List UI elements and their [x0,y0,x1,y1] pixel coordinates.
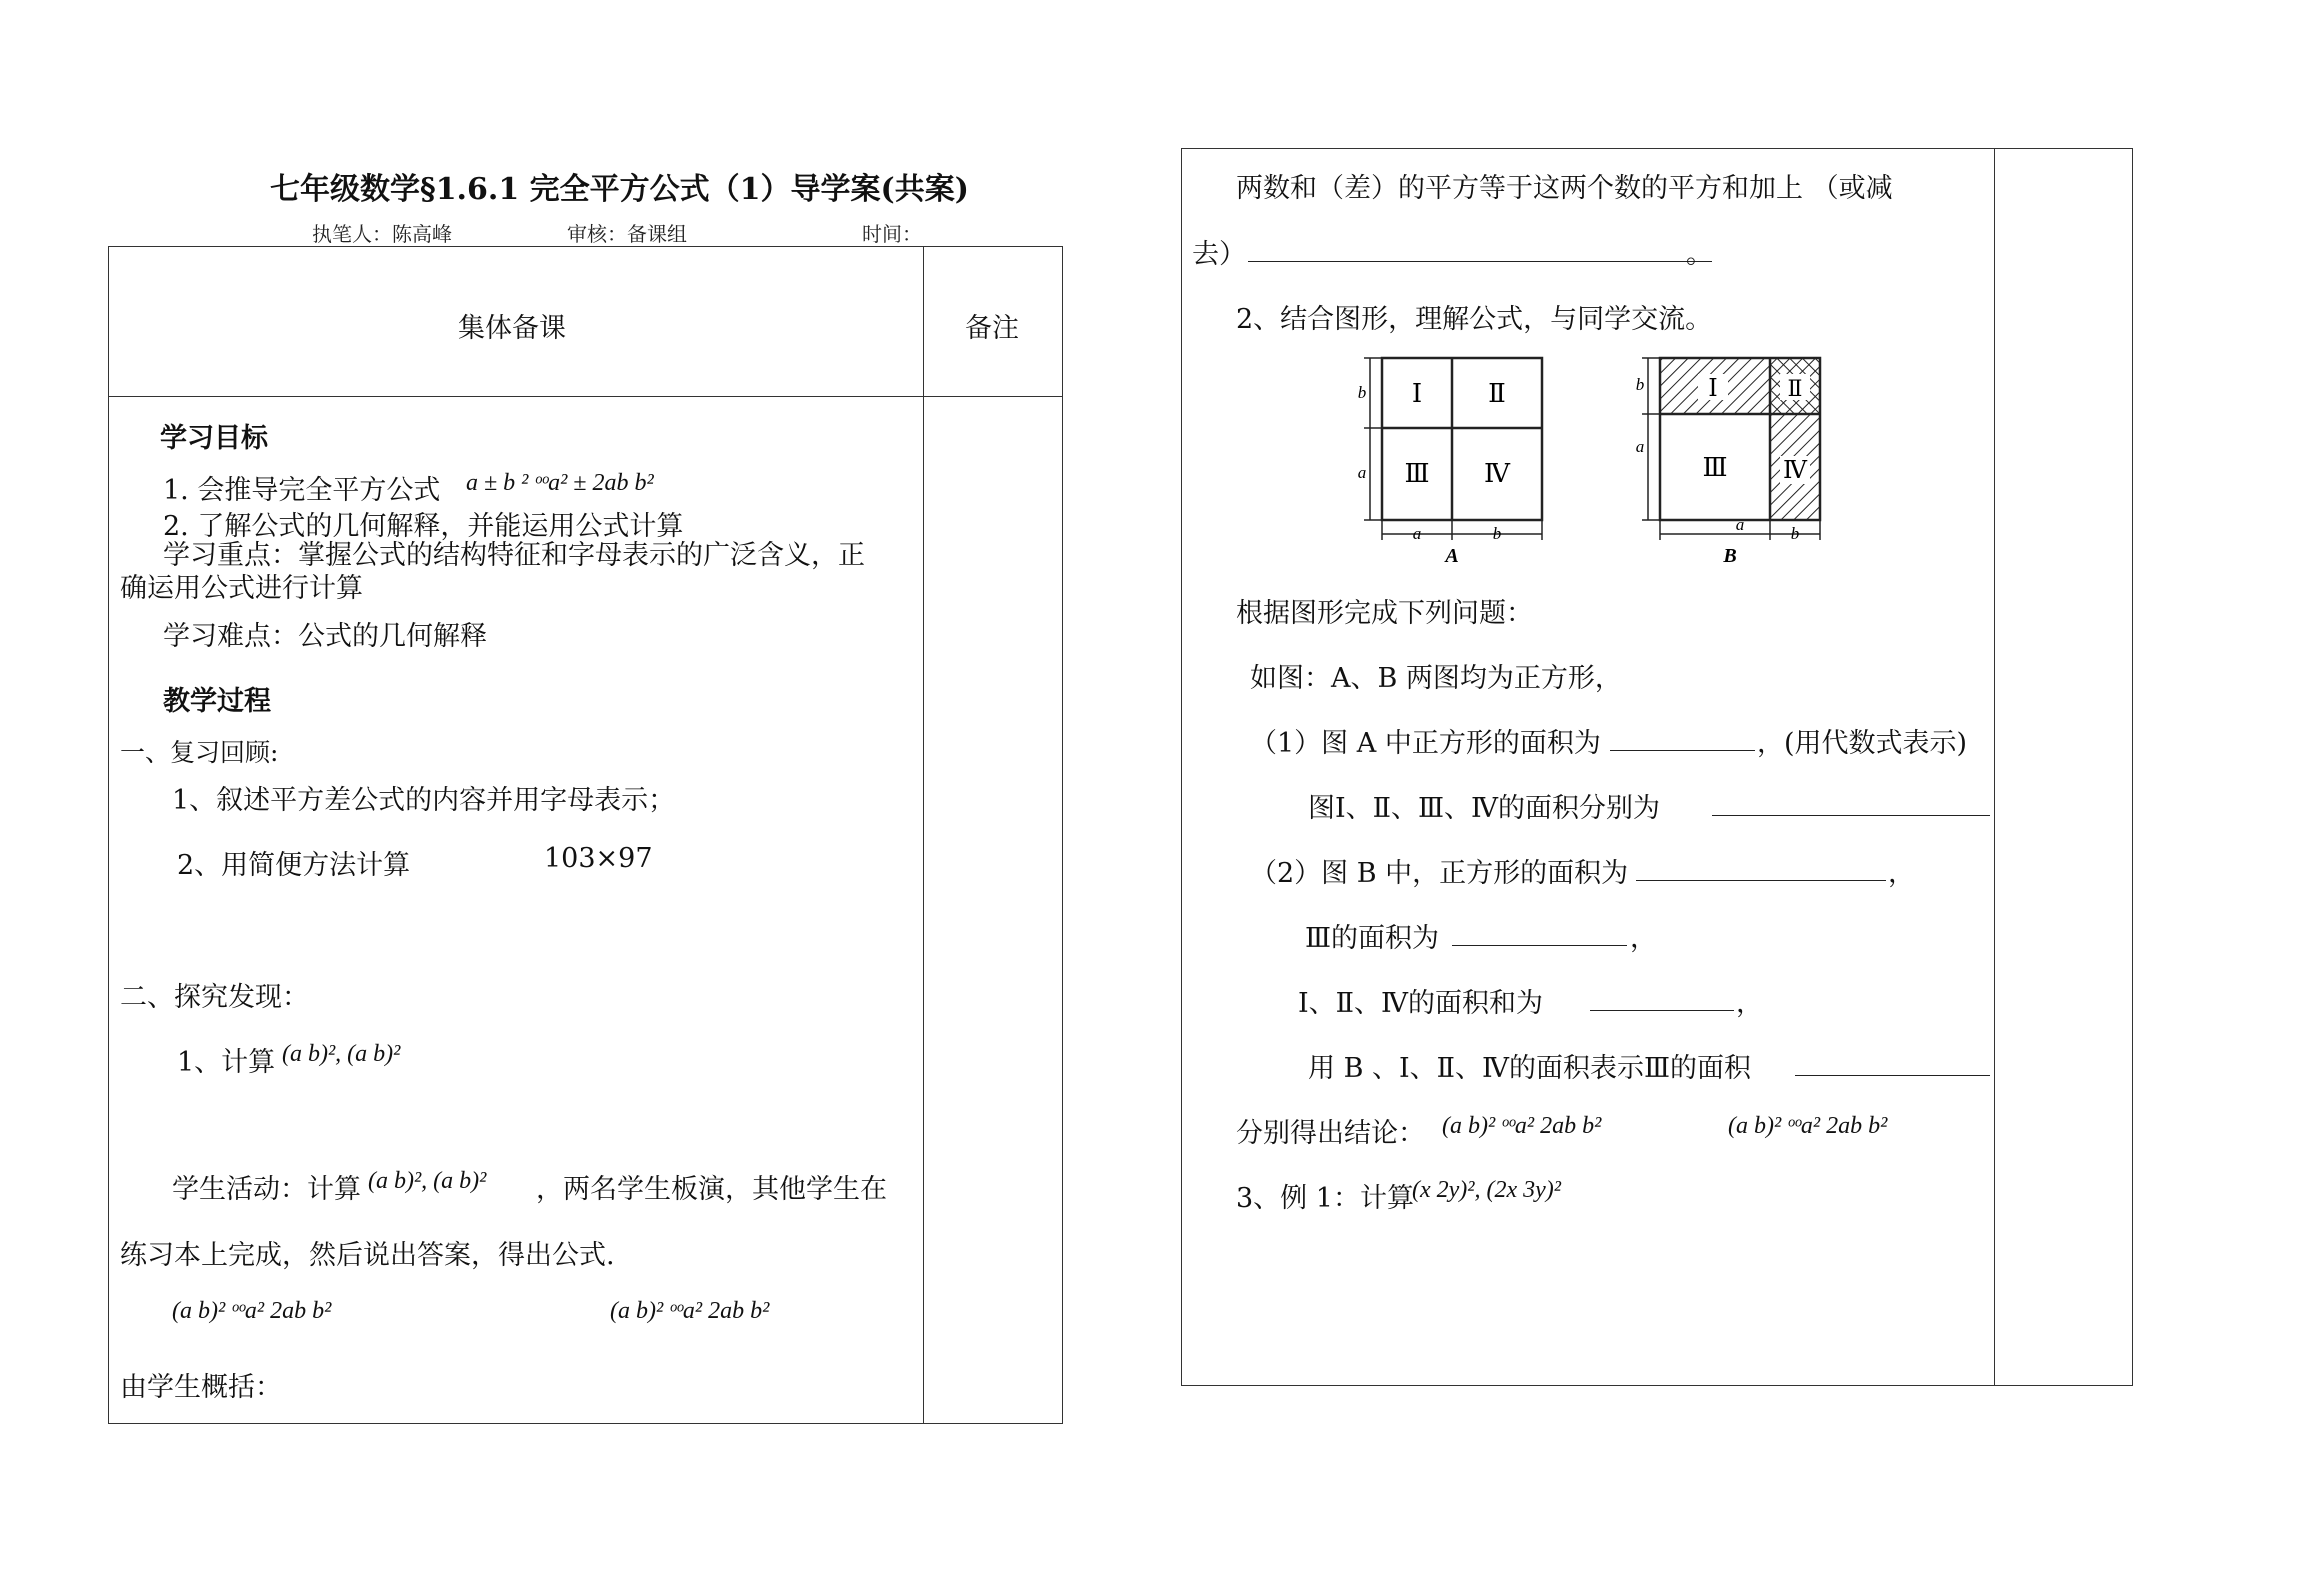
figure-a-side-a-vertical: a [1357,463,1367,482]
right-table-divider [1994,148,1995,1386]
example-expr: (x 2y)², (2x 3y)² [1412,1177,1561,1203]
question-b1: （2）图 B 中，正方形的面积为 [1250,858,1629,889]
figure-b-cell-2: Ⅱ [1787,376,1803,401]
figure-a-side-a-horizontal: a [1412,524,1422,543]
question-b1-blank [1636,880,1886,881]
goals-heading: 学习目标 [160,423,268,454]
figure-prompt: 根据图形完成下列问题： [1236,598,1533,629]
rule-answer-blank [1248,261,1712,262]
review-question-1: 1、叙述平方差公式的内容并用字母表示； [172,785,676,816]
left-table-header-line [108,396,1063,397]
page-title: 七年级数学§1.6.1 完全平方公式（1）导学案(共案) [270,172,969,207]
question-b2: Ⅲ的面积为 [1305,923,1440,954]
goal-2: 2. 了解公式的几何解释，并能运用公式计算 [163,511,684,542]
figure-b-side-a-horizontal: a [1735,515,1745,534]
figure-a-side-b-horizontal: b [1492,524,1502,543]
explore-heading: 二、探究发现： [120,982,309,1013]
activity-line-1: 学生活动：计算 [172,1174,361,1205]
conclusion-formula-2: (a b)² ᵒᵒa² 2ab b² [1728,1113,1888,1139]
activity-line-2: 练习本上完成，然后说出答案，得出公式. [120,1240,615,1271]
figure-b-side-a-vertical: a [1635,437,1645,456]
figure-b-label: B [1723,545,1737,567]
conclusion-formula-1: (a b)² ᵒᵒa² 2ab b² [1442,1113,1602,1139]
question-a1-suffix: ，(用代数式表示) [1757,728,1968,759]
question-b3: Ⅰ、Ⅱ、Ⅳ的面积和为 [1298,988,1543,1019]
example-label: 3、例 1：计算 [1236,1183,1414,1214]
figure-b-side-b-vertical: b [1635,375,1645,394]
figure-a-cell-2: Ⅱ [1488,379,1506,408]
question-a2: 图Ⅰ、Ⅱ、Ⅲ、Ⅳ的面积分别为 [1308,793,1661,824]
review-heading: 一、复习回顾: [120,738,279,767]
question-2: 2、结合图形，理解公式，与同学交流。 [1236,304,1713,335]
figure-b [1630,352,1830,567]
process-heading: 教学过程 [163,686,271,717]
goal-1: 1. 会推导完全平方公式 [163,475,441,506]
conclusion-label: 分别得出结论： [1236,1118,1425,1149]
question-b2-blank [1452,945,1627,946]
question-a2-blank [1712,815,1990,816]
question-b3-suffix: ， [1736,988,1763,1019]
question-a1-blank [1610,750,1755,751]
question-b1-suffix: ， [1888,858,1915,889]
activity-expr: (a b)², (a b)² [368,1168,487,1194]
review-question-2-expr: 103×97 [544,843,653,874]
key-point-line-1: 学习重点：掌握公式的结构特征和字母表示的广泛含义，正 [163,540,865,571]
question-b4: 用 B 、Ⅰ、Ⅱ、Ⅳ的面积表示Ⅲ的面积 [1308,1053,1752,1084]
left-table-divider [923,246,924,1424]
question-b4-blank [1795,1075,1990,1076]
difficulty: 学习难点：公式的几何解释 [163,621,487,652]
figure-b-side-b-horizontal: b [1790,524,1800,543]
author-label: 执笔人：陈高峰 [312,222,452,246]
summary-prompt: 由学生概括： [120,1372,282,1403]
col-note-header: 备注 [965,313,1019,344]
goal-1-formula: a ± b ² ᵒᵒa² ± 2ab b² [466,470,654,496]
rule-line-2-prefix: 去） [1192,239,1246,270]
figure-a-label: A [1445,545,1459,567]
rule-line-1: 两数和（差）的平方等于这两个数的平方和加上 （或减 [1236,173,1893,204]
question-b3-blank [1590,1010,1734,1011]
col-main-header: 集体备课 [458,313,566,344]
time-label: 时间： [862,222,922,246]
figure-b-cell-4: Ⅳ [1783,458,1807,484]
question-a1: （1）图 A 中正方形的面积为 [1250,728,1601,759]
figure-b-cell-1: Ⅰ [1708,376,1718,402]
activity-line-1b: ，两名学生板演，其他学生在 [536,1174,887,1205]
figure-b-cell-3: Ⅲ [1702,453,1728,482]
reviewer-label: 审核：备课组 [567,222,687,246]
figure-a-side-b-vertical: b [1357,383,1367,402]
figure-given: 如图：A、B 两图均为正方形， [1250,663,1622,694]
figure-a [1352,352,1552,567]
figure-a-cell-4: Ⅳ [1484,459,1510,488]
explore-question-1: 1、计算 [177,1047,276,1078]
formula-right: (a b)² ᵒᵒa² 2ab b² [610,1298,770,1324]
question-b2-suffix: ， [1630,923,1657,954]
key-point-line-2: 确运用公式进行计算 [120,573,363,604]
review-question-2: 2、用简便方法计算 [177,850,411,881]
rule-line-2-suffix: 。 [1686,239,1713,270]
formula-left: (a b)² ᵒᵒa² 2ab b² [172,1298,332,1324]
explore-question-1-expr: (a b)², (a b)² [282,1041,401,1067]
figure-a-cell-1: Ⅰ [1411,379,1423,408]
figure-a-cell-3: Ⅲ [1404,459,1430,488]
